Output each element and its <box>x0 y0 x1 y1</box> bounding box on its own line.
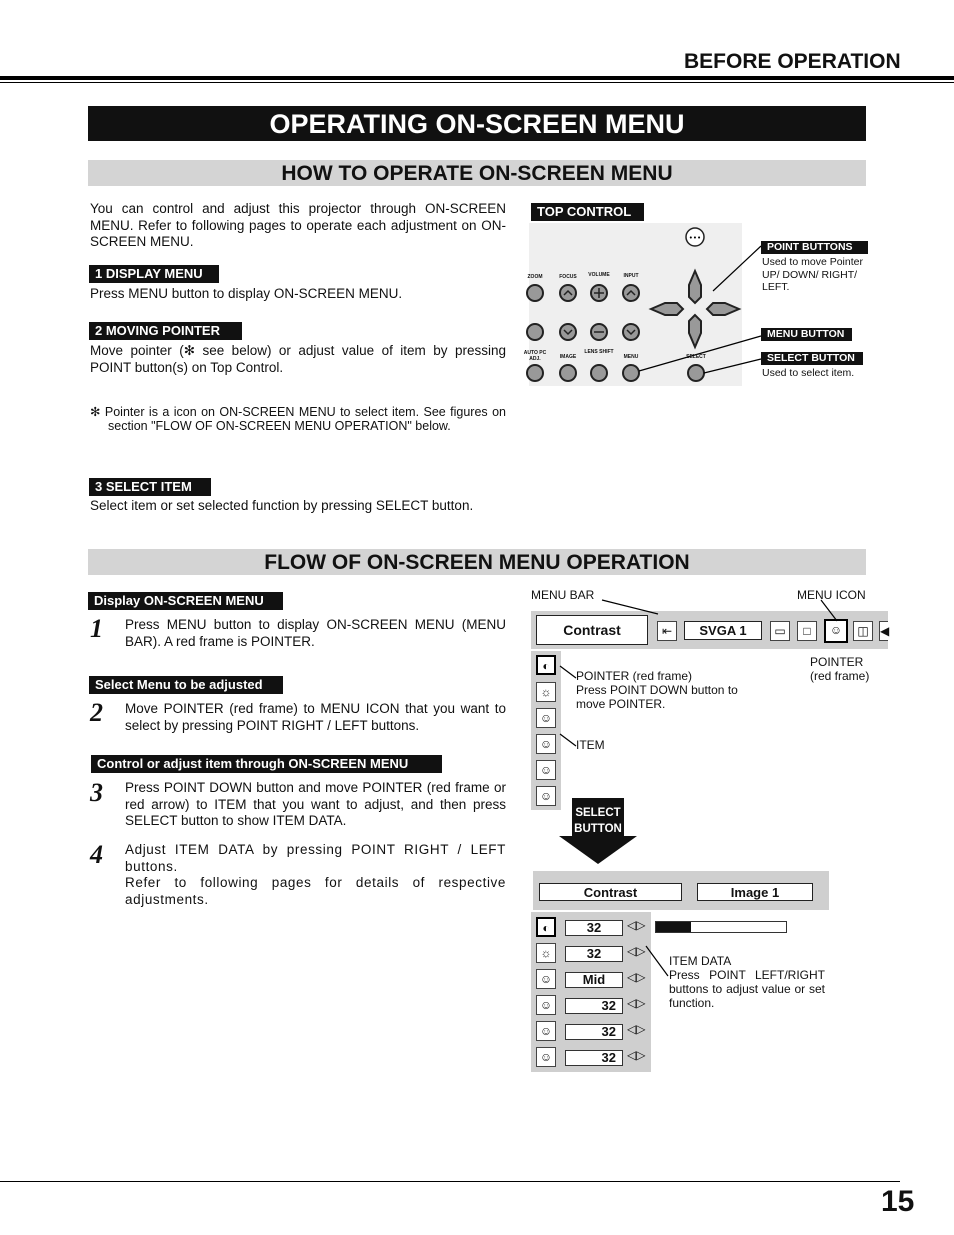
tint-icon[interactable]: ☺ <box>536 734 556 754</box>
step-number-1: 1 <box>90 614 103 643</box>
moving-pointer-text: Move pointer (✻ see below) or adjust value of item by pressing POINT button(s) on Top Control. <box>90 343 506 375</box>
header-rule <box>0 76 954 80</box>
sharpness-icon-2[interactable]: ☺ <box>536 1047 556 1067</box>
top-control-drawing <box>529 223 742 386</box>
sound-icon[interactable]: ◀ <box>879 621 888 641</box>
white-balance-value: 32 <box>565 1024 623 1040</box>
page-number: 15 <box>881 1185 915 1218</box>
top-control-label: TOP CONTROL <box>531 203 644 221</box>
step-text-2: Move POINTER (red frame) to MENU ICON that you want to select by pressing POINT RIGHT / LEFT buttons. <box>125 701 506 733</box>
item-data-slider[interactable] <box>655 921 787 933</box>
item-label: ITEM <box>576 738 605 752</box>
focus-caption: FOCUS <box>559 274 577 280</box>
svga-field: SVGA 1 <box>684 621 762 640</box>
zoom-caption: ZOOM <box>527 274 543 280</box>
white-balance-arrows-icon[interactable]: ◁▷ <box>627 1022 646 1036</box>
select-item-text: Select item or set selected function by pressing SELECT button. <box>90 498 474 513</box>
select-caption: SELECT <box>686 354 706 360</box>
image-adjust-icon[interactable]: ☺ <box>824 619 848 643</box>
step-text-1: Press MENU button to display ON-SCREEN MENU (MENU BAR). A red frame is POINTER. <box>125 617 506 649</box>
brightness-arrows-icon[interactable]: ◁▷ <box>627 944 646 958</box>
step-text-4b: Refer to following pages for details of respective adjustments. <box>125 875 506 907</box>
contrast-field-2: Contrast <box>539 883 682 901</box>
auto-pc-adj-caption: AUTO PC ADJ. <box>523 350 547 362</box>
tint-value: 32 <box>565 998 623 1014</box>
contrast-icon-2[interactable]: ◐ <box>536 917 556 937</box>
color-value: Mid <box>565 972 623 988</box>
point-buttons-text: Used to move Pointer UP/ DOWN/ RIGHT/ LEFT. <box>762 256 863 293</box>
pointer-note: ✻ Pointer is a icon on ON-SCREEN MENU to select item. See figures on section "FLOW OF ON-SCREEN MENU OPERATION" below. <box>90 405 506 433</box>
section-header: BEFORE OPERATION <box>684 50 901 73</box>
volume-caption: VOLUME <box>588 272 610 278</box>
image-mode-field: Image 1 <box>697 883 813 901</box>
select-item-label: 3 SELECT ITEM <box>89 478 211 496</box>
lens-shift-caption: LENS SHIFT <box>584 349 614 355</box>
select-menu-label: Select Menu to be adjusted <box>89 676 283 694</box>
contrast-field: Contrast <box>536 615 648 645</box>
brightness-icon[interactable]: ☼ <box>536 682 556 702</box>
item-data-text: ITEM DATA Press POINT LEFT/RIGHT buttons to adjust value or set function. <box>669 954 825 1010</box>
input-caption: INPUT <box>623 273 639 279</box>
menu-icon-label: MENU ICON <box>797 588 866 602</box>
white-balance-icon[interactable]: ☺ <box>536 760 556 780</box>
header-rule-thin <box>0 82 954 83</box>
step-text-3: Press POINT DOWN button and move POINTER (red frame or red arrow) to ITEM that you want to adjust, and then press SELECT button to show ITEM DATA. <box>125 780 506 828</box>
sharpness-arrows-icon[interactable]: ◁▷ <box>627 1048 646 1062</box>
pointer-left-label: POINTER (red frame) Press POINT DOWN button to move POINTER. <box>576 669 738 711</box>
pc-adjust-icon[interactable]: ▭ <box>770 621 790 641</box>
exit-icon[interactable]: ⇤ <box>657 621 677 641</box>
point-buttons-label: POINT BUTTONS <box>761 241 868 254</box>
step-number-3: 3 <box>90 778 103 807</box>
menu-bar-label: MENU BAR <box>531 588 595 602</box>
select-button-text: Used to select item. <box>762 367 855 379</box>
step-text-4a: Adjust ITEM DATA by pressing POINT RIGHT / LEFT buttons. <box>125 842 506 874</box>
display-osm-label: Display ON-SCREEN MENU <box>88 592 283 610</box>
tint-icon-2[interactable]: ☺ <box>536 995 556 1015</box>
color-icon-2[interactable]: ☺ <box>536 969 556 989</box>
color-icon[interactable]: ☺ <box>536 708 556 728</box>
control-adjust-label: Control or adjust item through ON-SCREEN MENU <box>91 755 442 773</box>
image-caption: IMAGE <box>559 354 577 360</box>
contrast-icon[interactable]: ◐ <box>536 655 556 675</box>
white-balance-icon-2[interactable]: ☺ <box>536 1021 556 1041</box>
tint-arrows-icon[interactable]: ◁▷ <box>627 996 646 1010</box>
menu-caption: MENU <box>623 354 639 360</box>
select-button-label: SELECT BUTTON <box>761 352 863 365</box>
contrast-value: 32 <box>565 920 623 936</box>
sharpness-icon[interactable]: ☺ <box>536 786 556 806</box>
brightness-value: 32 <box>565 946 623 962</box>
sharpness-value: 32 <box>565 1050 623 1066</box>
slider-fill <box>656 922 691 932</box>
display-menu-label: 1 DISPLAY MENU <box>89 265 219 283</box>
contrast-arrows-icon[interactable]: ◁▷ <box>627 918 646 932</box>
intro-paragraph: You can control and adjust this projector through ON-SCREEN MENU. Refer to following pages to operate each adjustment on ON-SCREEN MENU. <box>90 201 506 249</box>
display-menu-text: Press MENU button to display ON-SCREEN MENU. <box>90 286 403 301</box>
svg-text:•••: ••• <box>688 234 702 242</box>
how-to-heading: HOW TO OPERATE ON-SCREEN MENU <box>88 160 866 186</box>
moving-pointer-label: 2 MOVING POINTER <box>89 322 242 340</box>
step-number-4: 4 <box>90 840 103 869</box>
select-button-arrow-label: SELECT BUTTON <box>574 807 622 835</box>
step-number-2: 2 <box>90 698 103 727</box>
footer-rule <box>0 1181 900 1182</box>
brightness-icon-2[interactable]: ☼ <box>536 943 556 963</box>
screen-icon[interactable]: □ <box>797 621 817 641</box>
color-arrows-icon[interactable]: ◁▷ <box>627 970 646 984</box>
page-title: OPERATING ON-SCREEN MENU <box>88 106 866 141</box>
pointer-right-label: POINTER (red frame) <box>810 655 870 683</box>
setting-icon[interactable]: ◫ <box>853 621 873 641</box>
menu-button-label: MENU BUTTON <box>761 328 852 341</box>
flow-heading: FLOW OF ON-SCREEN MENU OPERATION <box>88 549 866 575</box>
